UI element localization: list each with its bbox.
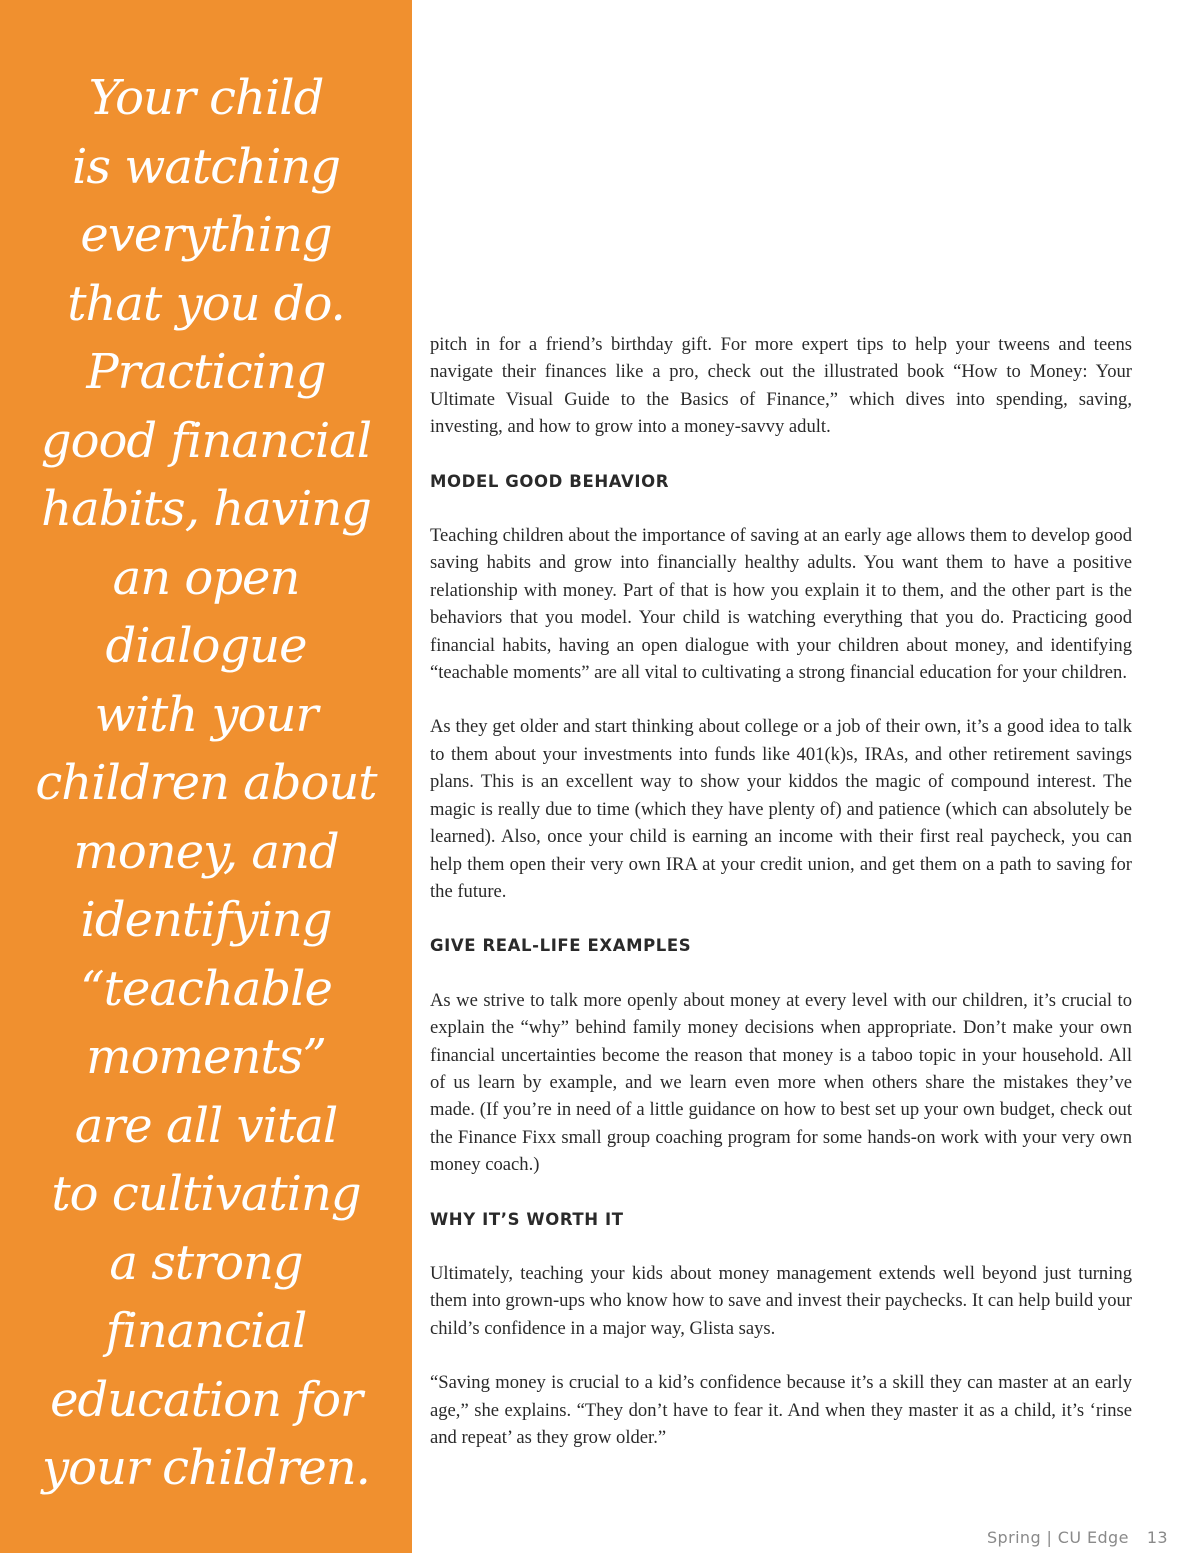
- pull-quote-line: children about: [35, 755, 377, 811]
- pull-quote-line: to cultivating: [51, 1166, 361, 1222]
- intro-paragraph: pitch in for a friend’s birthday gift. For more expert tips to help your tweens and teens navigate their finances like a pro, check out the illustrated book “How to Money: Your Ultimate Visual Guide to the Basics of Finance,” which dives into spending, saving, investing, and how to grow into a money-savvy adult.: [430, 334, 1132, 438]
- body-paragraph: Teaching children about the importance of saving at an early age allows them to develop good saving habits and grow into financially healthy adults. You want them to have a positive relationship with money. Part of that is how you explain it to them, and the other part is the behaviors that you model. Your child is watching everything that you do. Practicing good financial habits, having an open dialogue with your children about money, and identifying “teachable moments” are all vital to cultivating a strong financial education for your children.: [430, 525, 1132, 684]
- pull-quote-line: your children.: [42, 1440, 370, 1496]
- closing-quote-paragraph: “Saving money is crucial to a kid’s confidence because it’s a skill they can master at an early age,” she explains. “They don’t have to fear it. And when they master it as a child, it’s ‘rinse and repeat’ as they grow older.”: [430, 1372, 1132, 1448]
- pull-quote-line: everything: [80, 207, 332, 263]
- pull-quote-line: money, and: [73, 823, 339, 880]
- pull-quote-line: “teachable: [80, 960, 332, 1017]
- pull-quote-line: are all vital: [74, 1097, 338, 1154]
- pull-quote-line: dialogue: [105, 618, 307, 674]
- page-footer: [987, 1526, 1168, 1550]
- pull-quote-line: identifying: [80, 892, 332, 948]
- pull-quote-line: Your child: [88, 70, 324, 126]
- pull-quote-line: habits, having: [41, 481, 371, 537]
- article-column: [430, 331, 1132, 1478]
- page-number: 13: [1146, 1528, 1168, 1547]
- body-paragraph: Ultimately, teaching your kids about money management extends well beyond just turning them into grown-ups who know how to save and invest their paychecks. It can help build your child’s confidence in a major way, Glista says.: [430, 1262, 1132, 1339]
- pull-quote: [0, 64, 412, 1503]
- pull-quote-line: with your: [94, 686, 318, 743]
- section-heading-why-its-worth-it: WHY IT’S WORTH IT: [430, 1209, 624, 1229]
- orange-sidebar: [0, 0, 412, 1553]
- body-paragraph: As they get older and start thinking about college or a job of their own, it’s a good idea to talk to them about your investments into funds like 401(k)s, IRAs, and other retirement savings plans. This is an excellent way to show your kiddos the magic of compound interest. The magic is really due to time (which they have plenty of) and patience (which can absolutely be learned). Also, once your child is earning an income with their first real paycheck, you can help them open their very own IRA at your credit union, and get them on a path to saving for the future.: [430, 716, 1132, 902]
- pull-quote-line: a strong: [109, 1234, 303, 1291]
- pull-quote-line: good financial: [40, 412, 372, 469]
- pull-quote-line: Practicing: [86, 344, 326, 400]
- publication-label: Spring | CU Edge: [986, 1528, 1129, 1547]
- section-heading-model-good-behavior: MODEL GOOD BEHAVIOR: [430, 471, 670, 491]
- pull-quote-line: is watching: [71, 138, 341, 195]
- pull-quote-line: that you do.: [67, 275, 345, 332]
- pull-quote-line: an open: [112, 549, 300, 606]
- pull-quote-line: moments”: [86, 1029, 326, 1085]
- body-paragraph: As we strive to talk more openly about money at every level with our children, it’s crucial to explain the “why” behind family money decisions when appropriate. Don’t make your own financial uncertainties become the reason that money is a taboo topic in your household. All of us learn by example, and we learn even more when others share the mistakes they’ve made. (If you’re in need of a little guidance on how to best set up your own budget, check out the Finance Fixx small group coaching program for some hands-on work with your very own money coach.): [430, 989, 1132, 1176]
- pull-quote-line: education for: [50, 1371, 362, 1428]
- section-heading-give-real-life-examples: GIVE REAL-LIFE EXAMPLES: [430, 936, 692, 956]
- pull-quote-line: financial: [105, 1303, 307, 1359]
